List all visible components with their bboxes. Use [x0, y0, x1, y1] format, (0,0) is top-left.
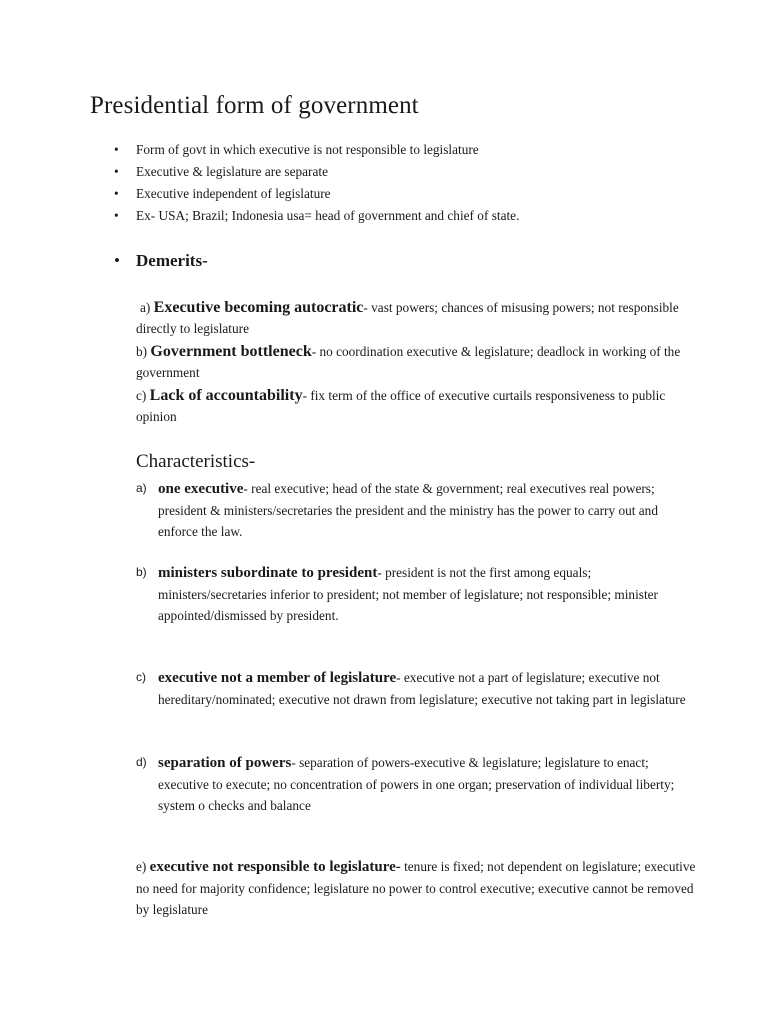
item-label: a): [136, 481, 147, 495]
demerit-item: b) Government bottleneck- no coordination executive & legislature; deadlock in working of the government: [136, 343, 681, 380]
characteristic-title: ministers subordinate to president: [158, 565, 378, 581]
demerit-title: Government bottleneck: [150, 343, 312, 360]
bullet-icon: •: [114, 251, 120, 270]
demerits-heading: • Demerits-: [114, 251, 208, 270]
demerit-title: Lack of accountability: [149, 387, 303, 404]
characteristic-title: executive not responsible to legislature-: [149, 859, 401, 875]
characteristic-item: b) ministers subordinate to president- president is not the first among equals; ministers/secretaries inferior to president; not member of legislature; not responsible; minister appointed/dismissed by president.: [136, 562, 696, 626]
characteristics-heading: Characteristics-: [136, 451, 256, 472]
bullet-icon: •: [114, 186, 119, 201]
item-label: d): [136, 755, 147, 769]
demerit-title: Executive becoming autocratic: [153, 299, 364, 316]
item-label: c): [136, 670, 146, 684]
list-item: • Executive independent of legislature: [114, 186, 331, 201]
demerit-item: a) Executive becoming autocratic- vast powers; chances of misusing powers; not responsible directly to legislature: [136, 299, 679, 336]
page-title: Presidential form of government: [90, 92, 419, 119]
demerit-item: c) Lack of accountability- fix term of the office of executive curtails responsiveness to public opinion: [136, 387, 666, 424]
characteristic-item-e: e) executive not responsible to legislature- tenure is fixed; not dependent on legislature; executive no need for majority confidence; legislature no power to control executive; executive cannot be removed by legislature: [136, 859, 696, 917]
characteristic-title: separation of powers: [158, 755, 292, 771]
characteristic-item: a) one executive- real executive; head of the state & government; real executives real powers; president & ministers/secretaries the president and the ministry has the power to carry out and enforce the law.: [136, 478, 696, 542]
characteristic-title: executive not a member of legislature: [158, 670, 397, 686]
item-label: b): [136, 565, 147, 579]
bullet-icon: •: [114, 208, 119, 223]
list-item: • Ex- USA; Brazil; Indonesia usa= head of government and chief of state.: [114, 208, 520, 223]
characteristic-item: d) separation of powers- separation of powers-executive & legislature; legislature to enact; executive to execute; no concentration of powers in one organ; preservation of individual liberty; system o checks and balance: [136, 752, 696, 816]
intro-bullet-list: [114, 141, 520, 229]
bullet-icon: •: [114, 142, 119, 157]
characteristic-title: one executive: [158, 481, 244, 497]
list-item: • Executive & legislature are separate: [114, 164, 328, 179]
list-item: • Form of govt in which executive is not responsible to legislature: [114, 142, 479, 157]
characteristic-item: c) executive not a member of legislature- executive not a part of legislature; executive not hereditary/nominated; executive not drawn from legislature; executive not taking part in legislature: [136, 667, 696, 710]
bullet-icon: •: [114, 164, 119, 179]
